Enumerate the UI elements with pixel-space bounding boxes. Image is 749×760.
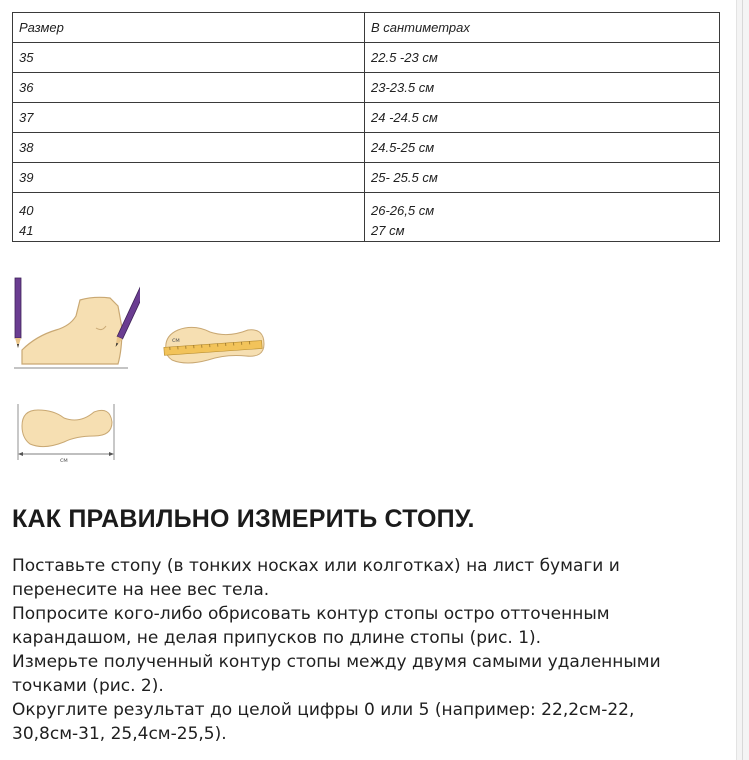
table-row [13,43,720,73]
foot-side-illustration [10,276,140,376]
table-row [13,73,720,103]
cm-40: 26-26,5 см [371,203,435,218]
size-cell: 35 [13,43,365,73]
page-title: КАК ПРАВИЛЬНО ИЗМЕРИТЬ СТОПУ. [12,505,475,533]
cm-cell: 24.5-25 см [365,133,720,163]
size-cell: 37 [13,103,365,133]
instruction-paragraph: Измерьте полученный контур стопы между двумя самыми удаленными точками (рис. 2). [12,652,661,696]
size-table [12,12,720,242]
cm-cell: 25- 25.5 см [365,163,720,193]
table-row [13,133,720,163]
table-row [13,193,720,242]
size-cell: 36 [13,73,365,103]
size-cell: 39 [13,163,365,193]
foot-ruler-illustration [160,318,268,370]
instruction-paragraph: Попросите кого-либо обрисовать контур стопы остро отточенным карандашом, не делая припусков по длине стопы (рис. 1). [12,604,610,648]
size-40: 40 [19,203,34,218]
instruction-paragraph: Округлите результат до целой цифры 0 или 5 (например: 22,2см-22, 30,8см-31, 25,4см-25,5). [12,700,635,744]
instructions-text [12,554,702,746]
size-41: 41 [19,223,34,238]
cm-41: 27 см [371,223,405,238]
table-row [13,163,720,193]
right-frame-edge [736,0,749,760]
size-cell: 38 [13,133,365,163]
pencil-icon [15,278,21,348]
size-cell [13,193,365,242]
cm-cell [365,193,720,242]
cm-cell: 24 -24.5 см [365,103,720,133]
cm-cell: 23-23.5 см [365,73,720,103]
instruction-paragraph: Поставьте стопу (в тонких носках или колготках) на лист бумаги и перенесите на нее вес тела. [12,556,620,600]
foot-outline-illustration [14,402,120,466]
header-cm: В сантиметрах [365,13,720,43]
outline-label: см [60,457,68,464]
table-row [13,103,720,133]
ruler-label: см [172,337,180,344]
header-size: Размер [13,13,365,43]
cm-cell: 22.5 -23 см [365,43,720,73]
table-header-row [13,13,720,43]
